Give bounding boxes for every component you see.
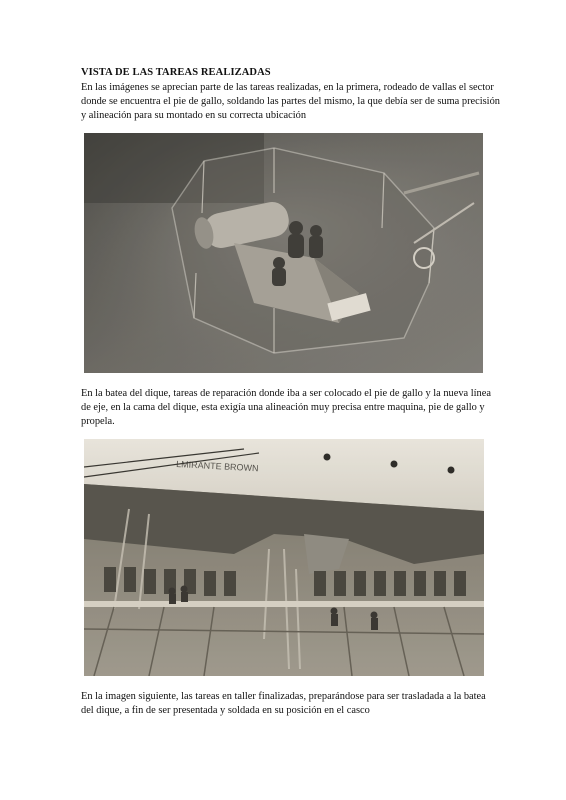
workshop-caption: En la imagen siguiente, las tareas en taller finalizadas, preparándose para ser trasladada a la batea del dique, a fin de ser presentada y soldada en su posición en el casco [81,691,486,716]
drydock-photo [84,439,484,676]
ship-name-text: LMIRANTE BROWN [175,459,259,474]
intro-paragraph: En las imágenes se aprecian parte de las tareas realizadas, en la primera, rodeado de vallas el sector donde se encuentra el pie de gallo, soldando las partes del mismo, la que debía ser de suma precisión y alineación para su montado en su correcta ubicación [81,82,500,121]
workshop-photo [84,133,483,373]
section-title: VISTA DE LAS TAREAS REALIZADAS [81,67,271,78]
drydock-caption: En la batea del dique, tareas de reparación donde iba a ser colocado el pie de gallo y la nueva línea de eje, en la cama del dique, esta exigía una alineación muy precisa entre maquina, pie de gallo y propela. [81,388,491,427]
